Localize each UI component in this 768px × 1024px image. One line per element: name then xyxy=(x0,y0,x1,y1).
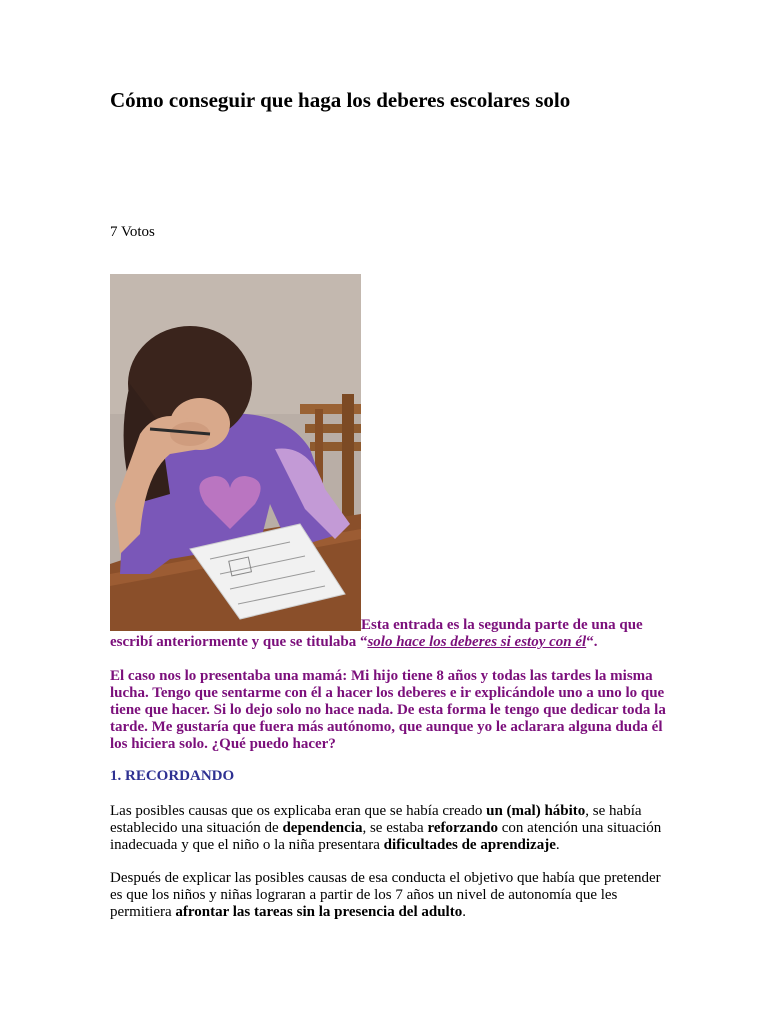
causes-bold-2: dependencia xyxy=(282,820,363,836)
causes-bold-3: reforzando xyxy=(427,820,498,836)
objective-text-2: . xyxy=(462,904,466,920)
section-heading: 1. RECORDANDO xyxy=(110,768,235,784)
causes-text-4: con atención una situación inadecuada y que el niño o la niña presentara xyxy=(110,820,662,853)
article-photo xyxy=(110,274,361,631)
causes-text-1: Las posibles causas que os explicaba eran que se había creado xyxy=(110,803,487,819)
intro-paragraph xyxy=(110,617,670,651)
article-title: Cómo conseguir que haga los deberes escolares solo xyxy=(110,88,571,112)
objective-paragraph xyxy=(110,870,670,921)
causes-paragraph xyxy=(110,803,670,854)
objective-bold-1: afrontar las tareas sin la presencia del adulto xyxy=(175,904,463,920)
intro-text-after: “. xyxy=(586,634,598,650)
causes-bold-4: dificultades de aprendizaje xyxy=(383,837,556,853)
causes-bold-1: un (mal) hábito xyxy=(486,803,586,819)
causes-text-5: . xyxy=(555,837,560,853)
causes-text-3: , se estaba xyxy=(362,820,428,836)
previous-post-link[interactable]: solo hace los deberes si estoy con él xyxy=(367,634,587,650)
causes-text-2: , se había establecido una situación de xyxy=(110,803,642,836)
intro-text-before: Esta entrada es la segunda parte de una que escribí anteriormente y que se titulaba “ xyxy=(110,617,643,650)
objective-text-1: Después de explicar las posibles causas de esa conducta el objetivo que había que pretender es que los niños y niñas lograran a partir de los 7 años un nivel de autonomía que les permitiera xyxy=(110,870,661,920)
votes-count: 7 Votos xyxy=(110,224,155,240)
case-paragraph: El caso nos lo presentaba una mamá: Mi hijo tiene 8 años y todas las tardes la misma lucha. Tengo que sentarme con él a hacer los deberes e ir explicándole uno a uno lo que tiene que hacer. Si lo dejo solo no hace nada. De esta forma le tengo que dedicar toda la tarde. Me gustaría que fuera más autónomo, que aunque yo le aclarara alguna duda él los hiciera solo. ¿Qué puedo hacer? xyxy=(110,668,666,752)
